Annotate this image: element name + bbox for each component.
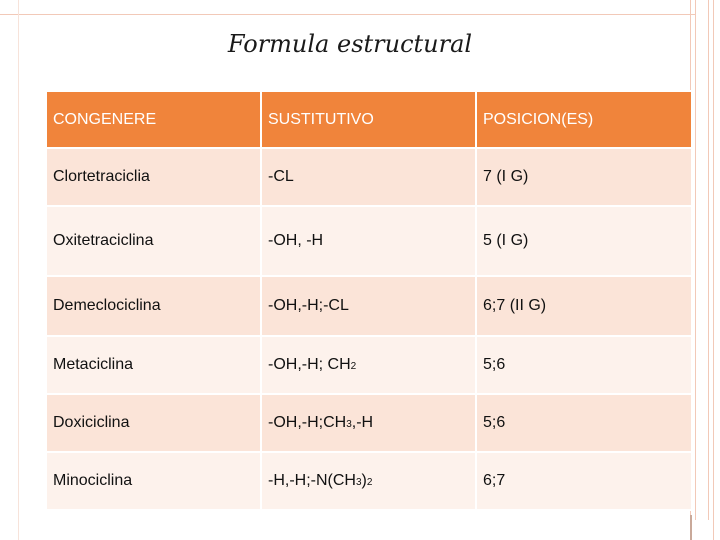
cell-congenere: Metaciclina — [46, 336, 261, 394]
cell-posicion: 7 (I G) — [476, 148, 692, 206]
cell-posicion: 6;7 (II G) — [476, 276, 692, 336]
formula-subscript: 2 — [366, 477, 373, 488]
table-row — [46, 452, 692, 510]
formula-text: ) — [361, 472, 367, 489]
table-row — [46, 394, 692, 452]
cell-sustitutivo — [261, 336, 476, 394]
cell-congenere: Oxitetraciclina — [46, 206, 261, 276]
cell-congenere: Minociclina — [46, 452, 261, 510]
table-row — [46, 336, 692, 394]
table-header-row — [46, 91, 692, 148]
formula-text: -OH,-H;CH — [268, 414, 347, 431]
slide-bottom-mark — [690, 515, 698, 540]
formula-subscript: 2 — [350, 361, 357, 372]
formula-subscript: 3 — [355, 477, 362, 488]
table-row — [46, 276, 692, 336]
slide-right-frame-inner — [695, 0, 709, 520]
cell-sustitutivo: -OH,-H;-CL — [261, 276, 476, 336]
cell-congenere: Demeclociclina — [46, 276, 261, 336]
cell-posicion: 6;7 — [476, 452, 692, 510]
cell-posicion: 5;6 — [476, 394, 692, 452]
cell-sustitutivo — [261, 394, 476, 452]
slide-right-frame — [690, 0, 714, 540]
formula-text: -OH,-H; CH — [268, 356, 351, 373]
cell-congenere: Doxiciclina — [46, 394, 261, 452]
table-row — [46, 148, 692, 206]
cell-posicion: 5;6 — [476, 336, 692, 394]
formula-subscript: 3 — [346, 419, 352, 430]
congeners-table — [45, 90, 693, 511]
slide-top-border — [0, 0, 695, 15]
cell-posicion: 5 (I G) — [476, 206, 692, 276]
formula-text: -H,-H;-N(CH — [268, 472, 356, 489]
cell-congenere: Clortetraciclia — [46, 148, 261, 206]
table-row — [46, 206, 692, 276]
header-sustitutivo: SUSTITUTIVO — [261, 91, 476, 148]
header-posicion: POSICION(ES) — [476, 91, 692, 148]
slide-title: Formula estructural — [227, 30, 473, 58]
cell-sustitutivo: -OH, -H — [261, 206, 476, 276]
cell-sustitutivo — [261, 452, 476, 510]
slide-left-guide — [18, 0, 19, 540]
header-congenere: CONGENERE — [46, 91, 261, 148]
formula-text: ,-H — [351, 414, 374, 431]
cell-sustitutivo: -CL — [261, 148, 476, 206]
